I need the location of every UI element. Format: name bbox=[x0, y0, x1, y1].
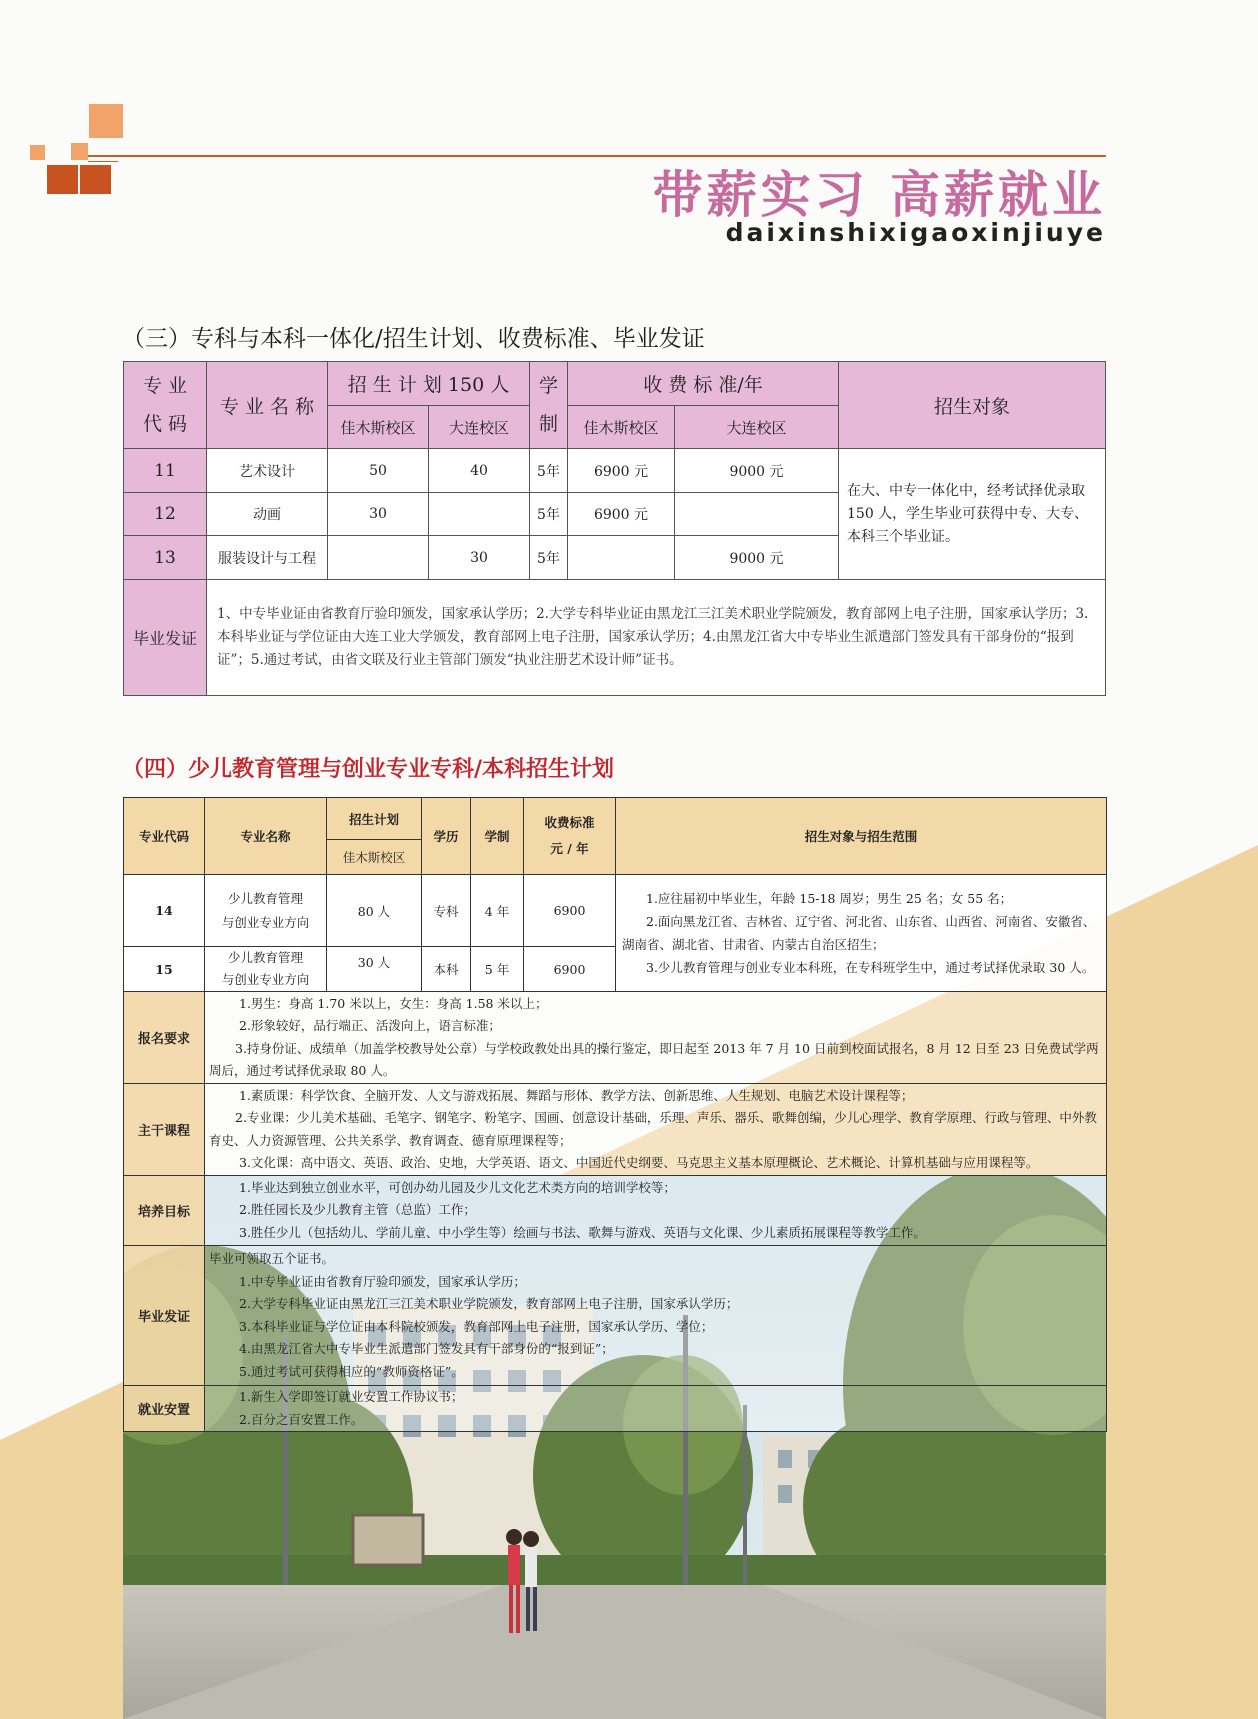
header-system: 学制 bbox=[471, 798, 524, 875]
deco-square bbox=[71, 143, 88, 160]
block-line: 2.形象较好，品行端正、活泼向上，语言标准； bbox=[239, 1018, 501, 1033]
header-fee-jms: 佳木斯校区 bbox=[568, 406, 675, 449]
header-code: 专 业 代 码 bbox=[124, 362, 207, 449]
row-fee: 6900 bbox=[524, 875, 616, 947]
header-plan: 招 生 计 划 150 人 bbox=[328, 362, 530, 406]
row-degree: 本科 bbox=[422, 947, 471, 992]
block-line: 3.文化课：高中语文、英语、政治、史地，大学英语、语文、中国近代史纲要、马克思主义基本原理概论、艺术概论、计算机基础与应用课程等。 bbox=[239, 1155, 1039, 1170]
block-label: 就业安置 bbox=[124, 1386, 205, 1432]
row-fee-dl bbox=[675, 493, 839, 536]
block-label: 主干课程 bbox=[124, 1084, 205, 1176]
slogan: 带薪实习 高薪就业 bbox=[652, 166, 1106, 224]
target-text: 在大、中专一体化中，经考试择优录取 150 人，学生毕业可获得中专、大专、本科三个毕业证。 bbox=[839, 449, 1106, 580]
slogan-pinyin: daixinshixigaoxinjiuye bbox=[725, 218, 1106, 247]
row-fee-dl: 9000 元 bbox=[675, 536, 839, 580]
header-campus-dl: 大连校区 bbox=[429, 406, 530, 449]
header-campus-jms: 佳木斯校区 bbox=[328, 406, 429, 449]
block-line: 5.通过考试可获得相应的“教师资格证”。 bbox=[239, 1363, 464, 1379]
row-dl bbox=[429, 493, 530, 536]
header-degree: 学历 bbox=[422, 798, 471, 875]
row-name: 动画 bbox=[207, 493, 328, 536]
row-plan: 80 人 bbox=[327, 875, 422, 947]
deco-square bbox=[47, 165, 78, 194]
row-fee-dl: 9000 元 bbox=[675, 449, 839, 493]
range-line: 3.少儿教育管理与创业专业本科班，在专科班学生中，通过考试择优录取 30 人。 bbox=[646, 960, 1095, 975]
range-line: 1.应往届初中毕业生，年龄 15-18 周岁；男生 25 名；女 55 名； bbox=[646, 891, 1013, 906]
section4-title: （四）少儿教育管理与创业专业专科/本科招生计划 bbox=[122, 756, 615, 782]
block-line: 2.百分之百安置工作。 bbox=[239, 1411, 364, 1427]
row-jms: 50 bbox=[328, 449, 429, 493]
row-degree: 专科 bbox=[422, 875, 471, 947]
table-row bbox=[124, 449, 1106, 493]
header-campus: 佳木斯校区 bbox=[327, 840, 422, 875]
block-line: 1.素质课：科学饮食、全脑开发、人文与游戏拓展、舞蹈与形体、教学方法、创新思维、人生规划、电脑艺术设计课程等； bbox=[239, 1087, 914, 1103]
block-row bbox=[124, 1386, 1107, 1432]
block-text bbox=[205, 1246, 1107, 1386]
row-fee-jms: 6900 元 bbox=[568, 493, 675, 536]
block-label: 报名要求 bbox=[124, 992, 205, 1084]
block-label: 毕业发证 bbox=[124, 1246, 205, 1386]
block-text bbox=[205, 1386, 1107, 1432]
block-row bbox=[124, 992, 1107, 1084]
header-target: 招生对象 bbox=[839, 362, 1106, 449]
block-line: 2.大学专科毕业证由黑龙江三江美术职业学院颁发，教育部网上电子注册，国家承认学历； bbox=[239, 1296, 739, 1311]
row-years: 5 年 bbox=[471, 947, 524, 992]
block-line: 4.由黑龙江省大中专毕业生派遣部门签发具有干部身份的“报到证”； bbox=[239, 1341, 614, 1356]
row-name: 少儿教育管理 与创业专业方向 bbox=[205, 947, 327, 992]
row-years: 4 年 bbox=[471, 875, 524, 947]
header-name: 专 业 名 称 bbox=[207, 362, 328, 449]
row-code: 11 bbox=[124, 449, 207, 493]
row-jms: 30 bbox=[328, 493, 429, 536]
header-name: 专业名称 bbox=[205, 798, 327, 875]
block-line: 1.新生入学即签订就业安置工作协议书； bbox=[239, 1389, 464, 1404]
block-line: 1.男生：身高 1.70 米以上，女生：身高 1.58 米以上； bbox=[239, 995, 548, 1011]
block-line: 1.中专毕业证由省教育厅验印颁发，国家承认学历； bbox=[239, 1273, 526, 1289]
section3-title: （三）专科与本科一体化/招生计划、收费标准、毕业发证 bbox=[122, 326, 705, 352]
header-fee-dl: 大连校区 bbox=[675, 406, 839, 449]
block-row bbox=[124, 1246, 1107, 1386]
block-text bbox=[205, 1084, 1107, 1176]
block-line: 3.持身份证、成绩单（加盖学校教导处公章）与学校政教处出具的操行鉴定，即日起至 2013 年 7 月 10 日前到校面试报名，8 月 12 日至 23 日免费试学两周后，通过考试择优录取 80 人。 bbox=[209, 1040, 1099, 1078]
section3-table bbox=[123, 361, 1106, 696]
section4-table bbox=[123, 797, 1107, 1432]
range-cell bbox=[616, 875, 1107, 992]
row-years: 5年 bbox=[530, 536, 568, 580]
header-system: 学 制 bbox=[530, 362, 568, 449]
cert-label: 毕业发证 bbox=[124, 580, 207, 696]
row-name: 服装设计与工程 bbox=[207, 536, 328, 580]
row-name: 艺术设计 bbox=[207, 449, 328, 493]
deco-square bbox=[89, 104, 123, 138]
header-range: 招生对象与招生范围 bbox=[616, 798, 1107, 875]
row-dl: 40 bbox=[429, 449, 530, 493]
row-code: 12 bbox=[124, 493, 207, 536]
deco-square bbox=[80, 165, 111, 194]
row-fee-jms: 6900 元 bbox=[568, 449, 675, 493]
block-line: 3.本科毕业证与学位证由本科院校颁发，教育部网上电子注册，国家承认学历、学位； bbox=[239, 1318, 714, 1334]
header-rule bbox=[88, 161, 118, 162]
row-plan: 30 人 bbox=[327, 947, 422, 992]
header-plan: 招生计划 bbox=[327, 798, 422, 840]
row-fee-jms bbox=[568, 536, 675, 580]
row-code: 14 bbox=[124, 875, 205, 947]
row-years: 5年 bbox=[530, 449, 568, 493]
block-line: 3.胜任少儿（包括幼儿、学前儿童、中小学生等）绘画与书法、歌舞与游戏、英语与文化课、少儿素质拓展课程等教学工作。 bbox=[239, 1224, 926, 1240]
row-jms bbox=[328, 536, 429, 580]
row-name: 少儿教育管理 与创业专业方向 bbox=[205, 875, 327, 947]
header-fee: 收 费 标 准/年 bbox=[568, 362, 839, 406]
row-fee: 6900 bbox=[524, 947, 616, 992]
block-line: 2.胜任园长及少儿教育主管（总监）工作； bbox=[239, 1202, 476, 1218]
row-dl: 30 bbox=[429, 536, 530, 580]
block-text bbox=[205, 992, 1107, 1084]
range-line: 2.面向黑龙江省、吉林省、辽宁省、河北省、山东省、山西省、河南省、安徽省、湖南省、湖北省、甘肃省、内蒙古自治区招生； bbox=[622, 914, 1096, 952]
table-row bbox=[124, 875, 1107, 947]
block-intro: 毕业可领取五个证书。 bbox=[209, 1251, 335, 1266]
block-label: 培养目标 bbox=[124, 1176, 205, 1246]
block-row bbox=[124, 1084, 1107, 1176]
row-code: 15 bbox=[124, 947, 205, 992]
block-row bbox=[124, 1176, 1107, 1246]
deco-square bbox=[30, 145, 45, 160]
block-line: 2.专业课：少儿美术基础、毛笔字、钢笔字、粉笔字、国画、创意设计基础，乐理、声乐、器乐、歌舞创编，少儿心理学、教育学原理、行政与管理、中外教育史、人力资源管理、公共关系学、教育调查、德育原理课程等； bbox=[209, 1110, 1097, 1148]
block-text bbox=[205, 1176, 1107, 1246]
cert-text: 1、中专毕业证由省教育厅验印颁发，国家承认学历；2.大学专科毕业证由黑龙江三江美术职业学院颁发，教育部网上电子注册，国家承认学历；3.本科毕业证与学位证由大连工业大学颁发，教育部网上电子注册，国家承认学历；4.由黑龙江省大中专毕业生派遣部门签发具有干部身份的“报到证”；5.通过考试，由省文联及行业主管部门颁发“执业注册艺术设计师”证书。 bbox=[207, 580, 1106, 696]
row-code: 13 bbox=[124, 536, 207, 580]
header-fee: 收费标准 元 / 年 bbox=[524, 798, 616, 875]
header-code: 专业代码 bbox=[124, 798, 205, 875]
row-years: 5年 bbox=[530, 493, 568, 536]
block-line: 1.毕业达到独立创业水平，可创办幼儿园及少儿文化艺术类方向的培训学校等； bbox=[239, 1179, 676, 1195]
